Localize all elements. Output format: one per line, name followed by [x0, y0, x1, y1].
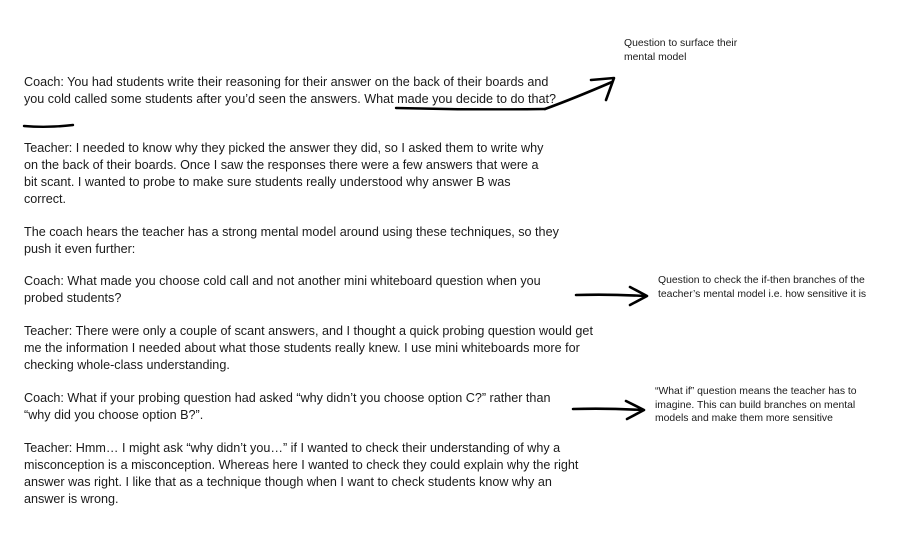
teacher-answer-2: Teacher: There were only a couple of scant answers, and I thought a quick probing question would get me the information I needed about what those students really knew. I use mini whiteboards more for checking whole-class understanding. [24, 324, 593, 372]
annotation-if-then: Question to check the if-then branches of the teacher’s mental model i.e. how sensitive it is [658, 275, 867, 300]
underline-stroke-2 [24, 125, 73, 127]
narration: The coach hears the teacher has a strong mental model around using these techniques, so they push it even further: [24, 225, 559, 256]
arrow-1-head [591, 78, 614, 100]
coach-question-1-text: Coach: You had students write their reasoning for their answer on the back of their boards and you cold called some students after you’d seen the answers. [24, 75, 549, 106]
coach-question-3: Coach: What if your probing question had asked “why didn’t you choose option C?” rather than “why did you choose option B?”. [24, 391, 551, 422]
teacher-answer-3: Teacher: Hmm… I might ask “why didn’t you…” if I wanted to check their understanding of why a misconception is a misconception. Whereas here I wanted to check they could explain why the right answer was right. I like that as a technique though when I want to check students know why an answer is wrong. [24, 441, 579, 506]
highlighted-question: What made you decide to do that? [364, 92, 557, 106]
arrow-2-shaft [576, 295, 645, 296]
coach-question-1 [24, 74, 564, 108]
underline-stroke-1 [396, 108, 545, 109]
arrow-3-head [626, 401, 644, 419]
arrow-2-head [630, 287, 647, 305]
annotation-what-if: “What if” question means the teacher has to imagine. This can build branches on mental models and make them more sensitive [655, 386, 857, 425]
teacher-answer-1: Teacher: I needed to know why they picked the answer they did, so I asked them to write why on the back of their boards. Once I saw the responses there were a few answers that were a bit scant. I wanted to probe to make sure students really understood why answer B was correct. [24, 141, 544, 206]
coach-question-2: Coach: What made you choose cold call and not another mini whiteboard question when you probed students? [24, 274, 541, 305]
arrow-3-shaft [573, 409, 642, 410]
annotation-mental-model: Question to surface their mental model [624, 38, 738, 63]
